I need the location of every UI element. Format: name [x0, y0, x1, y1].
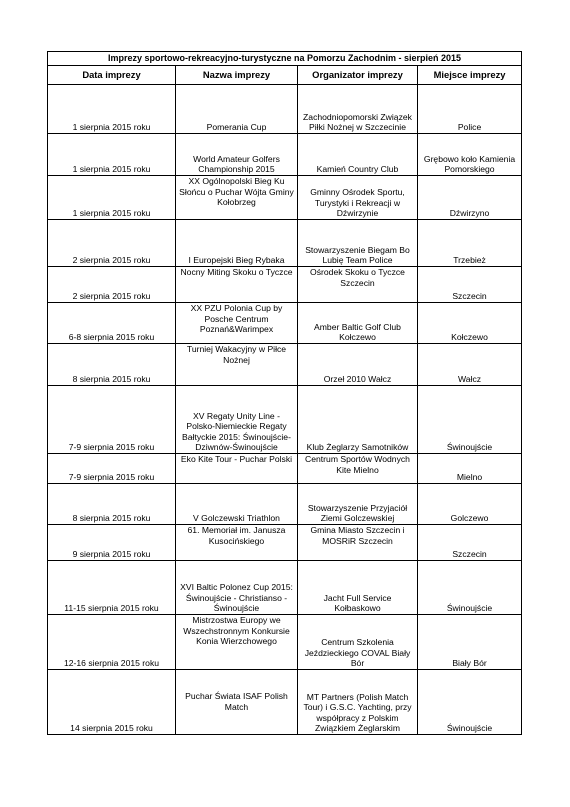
- event-organizer: MT Partners (Polish Match Tour) i G.S.C. Yachting, przy współpracy z Polskim Związkiem Żeglarskim: [298, 670, 418, 735]
- table-row: [48, 484, 522, 525]
- event-name: XX Ogólnopolski Bieg Ku Słońcu o Puchar Wójta Gminy Kołobrzeg: [176, 176, 298, 220]
- event-name: XV Regaty Unity Line - Polsko-Niemieckie Regaty Bałtyckie 2015: Świnoujście-Dziwnów-Świnoujście: [176, 386, 298, 454]
- table-row: [48, 220, 522, 267]
- event-place: Szczecin: [418, 267, 522, 303]
- header-name: Nazwa imprezy: [176, 66, 298, 85]
- table-row: [48, 134, 522, 176]
- event-place: Świnoujście: [418, 670, 522, 735]
- event-date: 8 sierpnia 2015 roku: [48, 344, 176, 386]
- event-organizer: Orzeł 2010 Wałcz: [298, 344, 418, 386]
- event-name: World Amateur Golfers Championship 2015: [176, 134, 298, 176]
- event-place: Świnoujście: [418, 561, 522, 615]
- event-date: 14 sierpnia 2015 roku: [48, 670, 176, 735]
- event-place: Grębowo koło Kamienia Pomorskiego: [418, 134, 522, 176]
- event-date: 1 sierpnia 2015 roku: [48, 85, 176, 134]
- event-name: I Europejski Bieg Rybaka: [176, 220, 298, 267]
- event-name: V Golczewski Triathlon: [176, 484, 298, 525]
- event-name: Turniej Wakacyjny w Piłce Nożnej: [176, 344, 298, 386]
- event-place: Trzebież: [418, 220, 522, 267]
- event-place: Świnoujście: [418, 386, 522, 454]
- event-name: Puchar Świata ISAF Polish Match: [176, 670, 298, 735]
- event-place: Wałcz: [418, 344, 522, 386]
- table-header-row: [48, 66, 522, 85]
- table-title-row: [48, 52, 522, 66]
- table-row: [48, 85, 522, 134]
- table-row: [48, 303, 522, 344]
- table-row: [48, 525, 522, 561]
- event-place: Mielno: [418, 454, 522, 484]
- table-row: [48, 670, 522, 735]
- event-place: Kołczewo: [418, 303, 522, 344]
- event-date: 9 sierpnia 2015 roku: [48, 525, 176, 561]
- event-date: 12-16 sierpnia 2015 roku: [48, 615, 176, 670]
- event-place: Biały Bór: [418, 615, 522, 670]
- header-date: Data imprezy: [48, 66, 176, 85]
- events-table: [47, 51, 522, 735]
- event-date: 7-9 sierpnia 2015 roku: [48, 386, 176, 454]
- event-date: 2 sierpnia 2015 roku: [48, 220, 176, 267]
- event-organizer: Zachodniopomorski Związek Piłki Nożnej w Szczecinie: [298, 85, 418, 134]
- event-date: 2 sierpnia 2015 roku: [48, 267, 176, 303]
- event-organizer: Jacht Full Service Kołbaskowo: [298, 561, 418, 615]
- event-date: 1 sierpnia 2015 roku: [48, 134, 176, 176]
- table-row: [48, 176, 522, 220]
- table-row: [48, 454, 522, 484]
- event-organizer: Centrum Szkolenia Jeździeckiego COVAL Biały Bór: [298, 615, 418, 670]
- event-name: XX PZU Polonia Cup by Posche Centrum Poznań&Warimpex: [176, 303, 298, 344]
- event-date: 6-8 sierpnia 2015 roku: [48, 303, 176, 344]
- event-name: XVI Baltic Polonez Cup 2015: Świnoujście - Christianso - Świnoujście: [176, 561, 298, 615]
- event-date: 11-15 sierpnia 2015 roku: [48, 561, 176, 615]
- table-row: [48, 386, 522, 454]
- event-name: Mistrzostwa Europy we Wszechstronnym Konkursie Konia Wierzchowego: [176, 615, 298, 670]
- header-place: Miejsce imprezy: [418, 66, 522, 85]
- event-organizer: Klub Żeglarzy Samotników: [298, 386, 418, 454]
- event-organizer: Amber Baltic Golf Club Kołczewo: [298, 303, 418, 344]
- event-name: 61. Memoriał im. Janusza Kusocińskiego: [176, 525, 298, 561]
- table-row: [48, 267, 522, 303]
- event-place: Police: [418, 85, 522, 134]
- event-name: Eko Kite Tour - Puchar Polski: [176, 454, 298, 484]
- event-date: 1 sierpnia 2015 roku: [48, 176, 176, 220]
- event-place: Szczecin: [418, 525, 522, 561]
- event-organizer: Centrum Sportów Wodnych Kite Mielno: [298, 454, 418, 484]
- event-organizer: Stowarzyszenie Biegam Bo Lubię Team Police: [298, 220, 418, 267]
- header-organizer: Organizator imprezy: [298, 66, 418, 85]
- event-organizer: Ośrodek Skoku o Tyczce Szczecin: [298, 267, 418, 303]
- event-place: Golczewo: [418, 484, 522, 525]
- table-row: [48, 615, 522, 670]
- event-organizer: Gminny Ośrodek Sportu, Turystyki i Rekreacji w Dźwirzynie: [298, 176, 418, 220]
- event-date: 8 sierpnia 2015 roku: [48, 484, 176, 525]
- table-title: Imprezy sportowo-rekreacyjno-turystyczne na Pomorzu Zachodnim - sierpień 2015: [48, 52, 522, 66]
- event-name: Nocny Miting Skoku o Tyczce: [176, 267, 298, 303]
- table-row: [48, 561, 522, 615]
- event-organizer: Gmina Miasto Szczecin i MOSRiR Szczecin: [298, 525, 418, 561]
- event-place: Dźwirzyno: [418, 176, 522, 220]
- table-row: [48, 344, 522, 386]
- event-name: Pomerania Cup: [176, 85, 298, 134]
- event-organizer: Kamień Country Club: [298, 134, 418, 176]
- event-organizer: Stowarzyszenie Przyjaciół Ziemi Golczewskiej: [298, 484, 418, 525]
- event-date: 7-9 sierpnia 2015 roku: [48, 454, 176, 484]
